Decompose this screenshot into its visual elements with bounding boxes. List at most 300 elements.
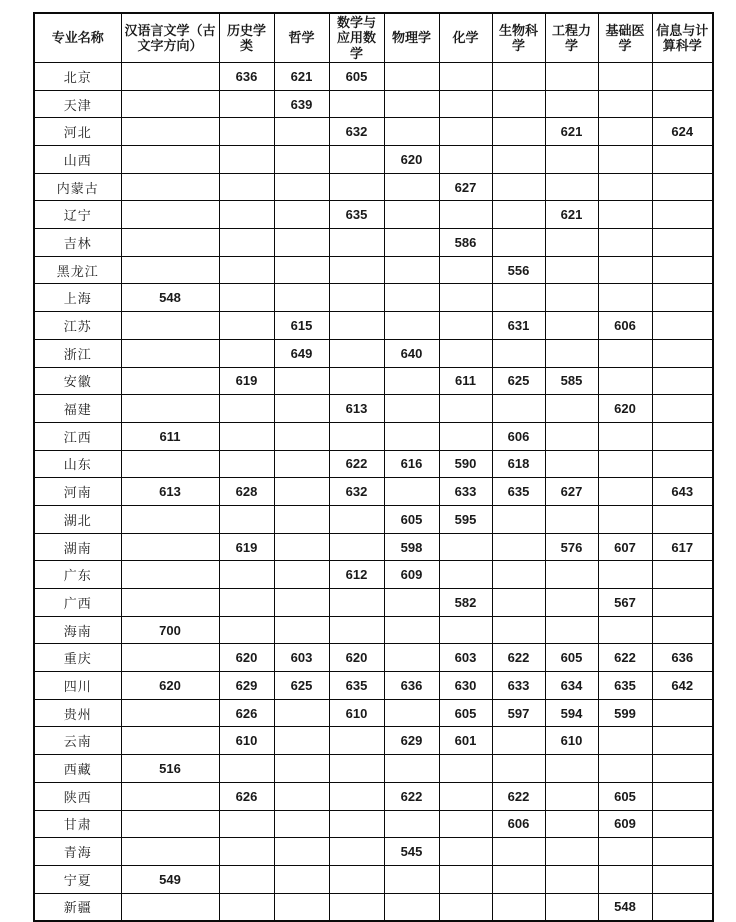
score-cell [652, 146, 713, 174]
table-row [34, 727, 713, 755]
score-cell [492, 616, 545, 644]
score-cell: 576 [545, 533, 598, 561]
score-cell [652, 395, 713, 423]
table-body [34, 62, 713, 921]
column-header-math: 数学与应用数学 [329, 13, 384, 62]
score-cell [219, 810, 274, 838]
province-cell: 内蒙古 [34, 173, 121, 201]
score-cell [384, 118, 439, 146]
score-cell: 621 [545, 118, 598, 146]
score-cell [121, 505, 219, 533]
score-cell: 633 [492, 672, 545, 700]
score-cell [652, 589, 713, 617]
score-cell [121, 229, 219, 257]
province-cell: 广西 [34, 589, 121, 617]
table-row [34, 173, 713, 201]
score-cell [121, 699, 219, 727]
score-cell [274, 589, 329, 617]
province-cell: 青海 [34, 838, 121, 866]
table-row [34, 201, 713, 229]
score-cell [219, 616, 274, 644]
score-cell: 626 [219, 782, 274, 810]
score-cell [121, 727, 219, 755]
score-cell [329, 533, 384, 561]
score-cell [329, 284, 384, 312]
score-cell: 605 [545, 644, 598, 672]
score-cell [384, 478, 439, 506]
column-header-physics: 物理学 [384, 13, 439, 62]
score-cell [219, 838, 274, 866]
score-cell [598, 865, 652, 893]
score-cell: 549 [121, 865, 219, 893]
score-cell [652, 256, 713, 284]
score-cell [652, 284, 713, 312]
score-cell [384, 589, 439, 617]
score-cell [545, 62, 598, 90]
score-cell [274, 810, 329, 838]
table-row [34, 755, 713, 783]
score-cell: 601 [439, 727, 492, 755]
table-row [34, 118, 713, 146]
score-cell: 642 [652, 672, 713, 700]
score-cell [439, 312, 492, 340]
score-cell [652, 173, 713, 201]
score-cell [384, 644, 439, 672]
province-cell: 湖南 [34, 533, 121, 561]
score-cell [121, 367, 219, 395]
score-cell: 629 [219, 672, 274, 700]
score-cell [652, 893, 713, 921]
score-cell: 621 [274, 62, 329, 90]
score-cell [219, 90, 274, 118]
score-cell [219, 865, 274, 893]
score-cell [492, 201, 545, 229]
province-cell: 宁夏 [34, 865, 121, 893]
score-cell [545, 505, 598, 533]
score-cell [384, 367, 439, 395]
score-cell [329, 367, 384, 395]
score-cell [219, 755, 274, 783]
score-cell [598, 450, 652, 478]
score-cell [329, 256, 384, 284]
score-cell [652, 62, 713, 90]
score-cell [219, 256, 274, 284]
score-cell [598, 201, 652, 229]
score-cell [652, 90, 713, 118]
score-cell [384, 755, 439, 783]
score-cell [121, 838, 219, 866]
score-cell [274, 865, 329, 893]
score-cell [598, 173, 652, 201]
score-cell [439, 201, 492, 229]
score-cell [545, 339, 598, 367]
table-row [34, 838, 713, 866]
score-cell [492, 755, 545, 783]
province-cell: 北京 [34, 62, 121, 90]
score-cell [384, 312, 439, 340]
score-cell [598, 146, 652, 174]
score-cell [545, 173, 598, 201]
score-cell [219, 339, 274, 367]
score-cell: 620 [598, 395, 652, 423]
score-cell: 605 [598, 782, 652, 810]
score-cell [598, 727, 652, 755]
province-cell: 海南 [34, 616, 121, 644]
score-cell [598, 505, 652, 533]
score-cell: 621 [545, 201, 598, 229]
score-cell [121, 62, 219, 90]
score-cell [545, 893, 598, 921]
score-cell [274, 838, 329, 866]
table-row [34, 395, 713, 423]
score-cell [274, 699, 329, 727]
score-cell [274, 173, 329, 201]
score-cell [492, 727, 545, 755]
score-cell: 613 [329, 395, 384, 423]
score-cell [121, 201, 219, 229]
score-cell [274, 450, 329, 478]
score-cell: 636 [652, 644, 713, 672]
score-cell: 620 [219, 644, 274, 672]
score-cell: 586 [439, 229, 492, 257]
score-cell [652, 727, 713, 755]
score-cell [652, 339, 713, 367]
province-cell: 安徽 [34, 367, 121, 395]
score-cell [598, 422, 652, 450]
score-cell: 582 [439, 589, 492, 617]
score-cell [329, 229, 384, 257]
score-cell [439, 256, 492, 284]
score-cell [545, 782, 598, 810]
score-cell: 622 [329, 450, 384, 478]
score-cell [492, 893, 545, 921]
score-cell [652, 450, 713, 478]
score-cell: 620 [121, 672, 219, 700]
score-cell [274, 118, 329, 146]
score-cell [545, 146, 598, 174]
score-cell [329, 893, 384, 921]
score-cell [652, 755, 713, 783]
score-cell: 636 [384, 672, 439, 700]
score-cell: 599 [598, 699, 652, 727]
score-cell: 611 [439, 367, 492, 395]
table-row [34, 62, 713, 90]
score-cell [545, 561, 598, 589]
score-cell: 632 [329, 118, 384, 146]
score-cell [492, 284, 545, 312]
province-cell: 湖北 [34, 505, 121, 533]
table-row [34, 810, 713, 838]
score-cell [545, 284, 598, 312]
score-cell [121, 589, 219, 617]
score-cell: 631 [492, 312, 545, 340]
score-cell: 585 [545, 367, 598, 395]
score-cell [274, 533, 329, 561]
score-cell [492, 229, 545, 257]
score-cell [274, 561, 329, 589]
score-cell [439, 782, 492, 810]
table-row [34, 367, 713, 395]
province-cell: 天津 [34, 90, 121, 118]
score-cell [121, 533, 219, 561]
score-cell [384, 229, 439, 257]
score-cell [492, 118, 545, 146]
province-cell: 陕西 [34, 782, 121, 810]
header-row [34, 13, 713, 62]
score-cell [121, 118, 219, 146]
score-cell [545, 395, 598, 423]
score-cell: 622 [598, 644, 652, 672]
table-row [34, 699, 713, 727]
score-cell [384, 284, 439, 312]
table-row [34, 450, 713, 478]
table-row [34, 589, 713, 617]
province-cell: 山西 [34, 146, 121, 174]
table-row [34, 339, 713, 367]
score-cell: 630 [439, 672, 492, 700]
score-cell [492, 90, 545, 118]
score-cell [598, 284, 652, 312]
score-cell [439, 810, 492, 838]
score-cell [439, 395, 492, 423]
score-cell [219, 312, 274, 340]
score-cell: 548 [598, 893, 652, 921]
province-cell: 贵州 [34, 699, 121, 727]
score-cell [274, 367, 329, 395]
score-cell [329, 616, 384, 644]
score-cell [329, 146, 384, 174]
score-cell [598, 62, 652, 90]
score-cell [598, 561, 652, 589]
score-cell [492, 838, 545, 866]
score-cell [384, 699, 439, 727]
score-cell: 607 [598, 533, 652, 561]
score-cell: 610 [545, 727, 598, 755]
province-cell: 四川 [34, 672, 121, 700]
score-cell [598, 118, 652, 146]
score-cell [329, 865, 384, 893]
score-cell [492, 561, 545, 589]
table-row [34, 505, 713, 533]
score-cell: 590 [439, 450, 492, 478]
score-cell: 595 [439, 505, 492, 533]
score-cell [274, 146, 329, 174]
score-cell [545, 450, 598, 478]
score-cell: 627 [439, 173, 492, 201]
score-cell: 606 [492, 810, 545, 838]
score-cell [652, 505, 713, 533]
score-cell: 636 [219, 62, 274, 90]
score-cell [545, 422, 598, 450]
score-cell: 619 [219, 533, 274, 561]
province-cell: 广东 [34, 561, 121, 589]
score-cell [329, 339, 384, 367]
score-cell [652, 229, 713, 257]
score-cell [652, 312, 713, 340]
score-cell [274, 422, 329, 450]
score-cell: 611 [121, 422, 219, 450]
score-cell: 606 [492, 422, 545, 450]
score-cell [652, 561, 713, 589]
score-cell [384, 62, 439, 90]
score-cell [439, 755, 492, 783]
column-header-major: 专业名称 [34, 13, 121, 62]
score-cell [329, 589, 384, 617]
score-cell [274, 478, 329, 506]
score-cell: 624 [652, 118, 713, 146]
score-cell [384, 893, 439, 921]
score-cell [329, 312, 384, 340]
score-cell [121, 644, 219, 672]
score-cell [492, 339, 545, 367]
score-cell [545, 229, 598, 257]
table-row [34, 616, 713, 644]
score-cell [384, 616, 439, 644]
score-cell [439, 616, 492, 644]
score-cell: 615 [274, 312, 329, 340]
column-header-mechanics: 工程力学 [545, 13, 598, 62]
score-cell: 633 [439, 478, 492, 506]
score-cell: 603 [439, 644, 492, 672]
score-cell: 603 [274, 644, 329, 672]
score-cell [492, 865, 545, 893]
score-cell [439, 838, 492, 866]
score-cell [439, 422, 492, 450]
score-cell [598, 838, 652, 866]
score-cell [652, 422, 713, 450]
score-cell [274, 229, 329, 257]
province-cell: 福建 [34, 395, 121, 423]
score-cell [652, 865, 713, 893]
table-row [34, 256, 713, 284]
score-cell [652, 782, 713, 810]
score-cell: 612 [329, 561, 384, 589]
score-cell [219, 118, 274, 146]
score-cell [274, 727, 329, 755]
score-cell [219, 201, 274, 229]
score-cell: 625 [492, 367, 545, 395]
score-cell: 606 [598, 312, 652, 340]
score-cell [439, 533, 492, 561]
score-cell: 617 [652, 533, 713, 561]
score-cell [219, 422, 274, 450]
province-cell: 西藏 [34, 755, 121, 783]
score-cell: 626 [219, 699, 274, 727]
score-cell [121, 173, 219, 201]
column-header-history: 历史学类 [219, 13, 274, 62]
score-cell: 627 [545, 478, 598, 506]
score-cell [329, 810, 384, 838]
score-cell [545, 312, 598, 340]
score-cell [652, 367, 713, 395]
score-cell: 622 [492, 782, 545, 810]
score-cell [121, 90, 219, 118]
score-cell [274, 284, 329, 312]
score-cell: 620 [329, 644, 384, 672]
score-cell [439, 339, 492, 367]
province-cell: 吉林 [34, 229, 121, 257]
score-cell [545, 589, 598, 617]
score-cell [598, 478, 652, 506]
table-row [34, 478, 713, 506]
score-cell [219, 589, 274, 617]
score-cell [219, 284, 274, 312]
score-cell [652, 201, 713, 229]
score-cell [121, 312, 219, 340]
score-cell [274, 782, 329, 810]
score-cell [329, 173, 384, 201]
score-cell [219, 561, 274, 589]
province-cell: 黑龙江 [34, 256, 121, 284]
score-cell: 605 [384, 505, 439, 533]
score-cell [384, 173, 439, 201]
score-cell [545, 838, 598, 866]
table-row [34, 284, 713, 312]
score-cell [598, 755, 652, 783]
score-cell [219, 173, 274, 201]
province-cell: 甘肃 [34, 810, 121, 838]
score-cell [219, 893, 274, 921]
score-cell [121, 893, 219, 921]
score-cell [121, 561, 219, 589]
score-cell: 548 [121, 284, 219, 312]
score-cell [598, 339, 652, 367]
score-cell [329, 755, 384, 783]
score-cell [329, 90, 384, 118]
score-cell [439, 865, 492, 893]
score-cell [274, 893, 329, 921]
table-row [34, 865, 713, 893]
score-cell [329, 422, 384, 450]
score-cell: 634 [545, 672, 598, 700]
score-cell [652, 616, 713, 644]
score-cell: 609 [598, 810, 652, 838]
score-cell [545, 865, 598, 893]
score-cell: 622 [384, 782, 439, 810]
score-cell: 516 [121, 755, 219, 783]
score-cell [274, 395, 329, 423]
score-cell: 619 [219, 367, 274, 395]
score-cell [439, 893, 492, 921]
score-cell [219, 505, 274, 533]
score-cell [329, 838, 384, 866]
score-cell: 635 [598, 672, 652, 700]
score-cell: 556 [492, 256, 545, 284]
province-cell: 云南 [34, 727, 121, 755]
score-cell: 567 [598, 589, 652, 617]
score-cell [598, 90, 652, 118]
score-cell [219, 450, 274, 478]
score-cell: 618 [492, 450, 545, 478]
province-cell: 新疆 [34, 893, 121, 921]
province-cell: 河南 [34, 478, 121, 506]
score-cell [329, 782, 384, 810]
column-header-chemistry: 化学 [439, 13, 492, 62]
column-header-philosophy: 哲学 [274, 13, 329, 62]
table-row [34, 893, 713, 921]
score-cell [219, 395, 274, 423]
score-cell [598, 616, 652, 644]
score-cell [492, 395, 545, 423]
score-cell: 620 [384, 146, 439, 174]
score-cell [492, 533, 545, 561]
column-header-medicine: 基础医学 [598, 13, 652, 62]
table-row [34, 229, 713, 257]
score-cell [121, 395, 219, 423]
score-cell: 632 [329, 478, 384, 506]
score-cell [274, 256, 329, 284]
table-row [34, 782, 713, 810]
